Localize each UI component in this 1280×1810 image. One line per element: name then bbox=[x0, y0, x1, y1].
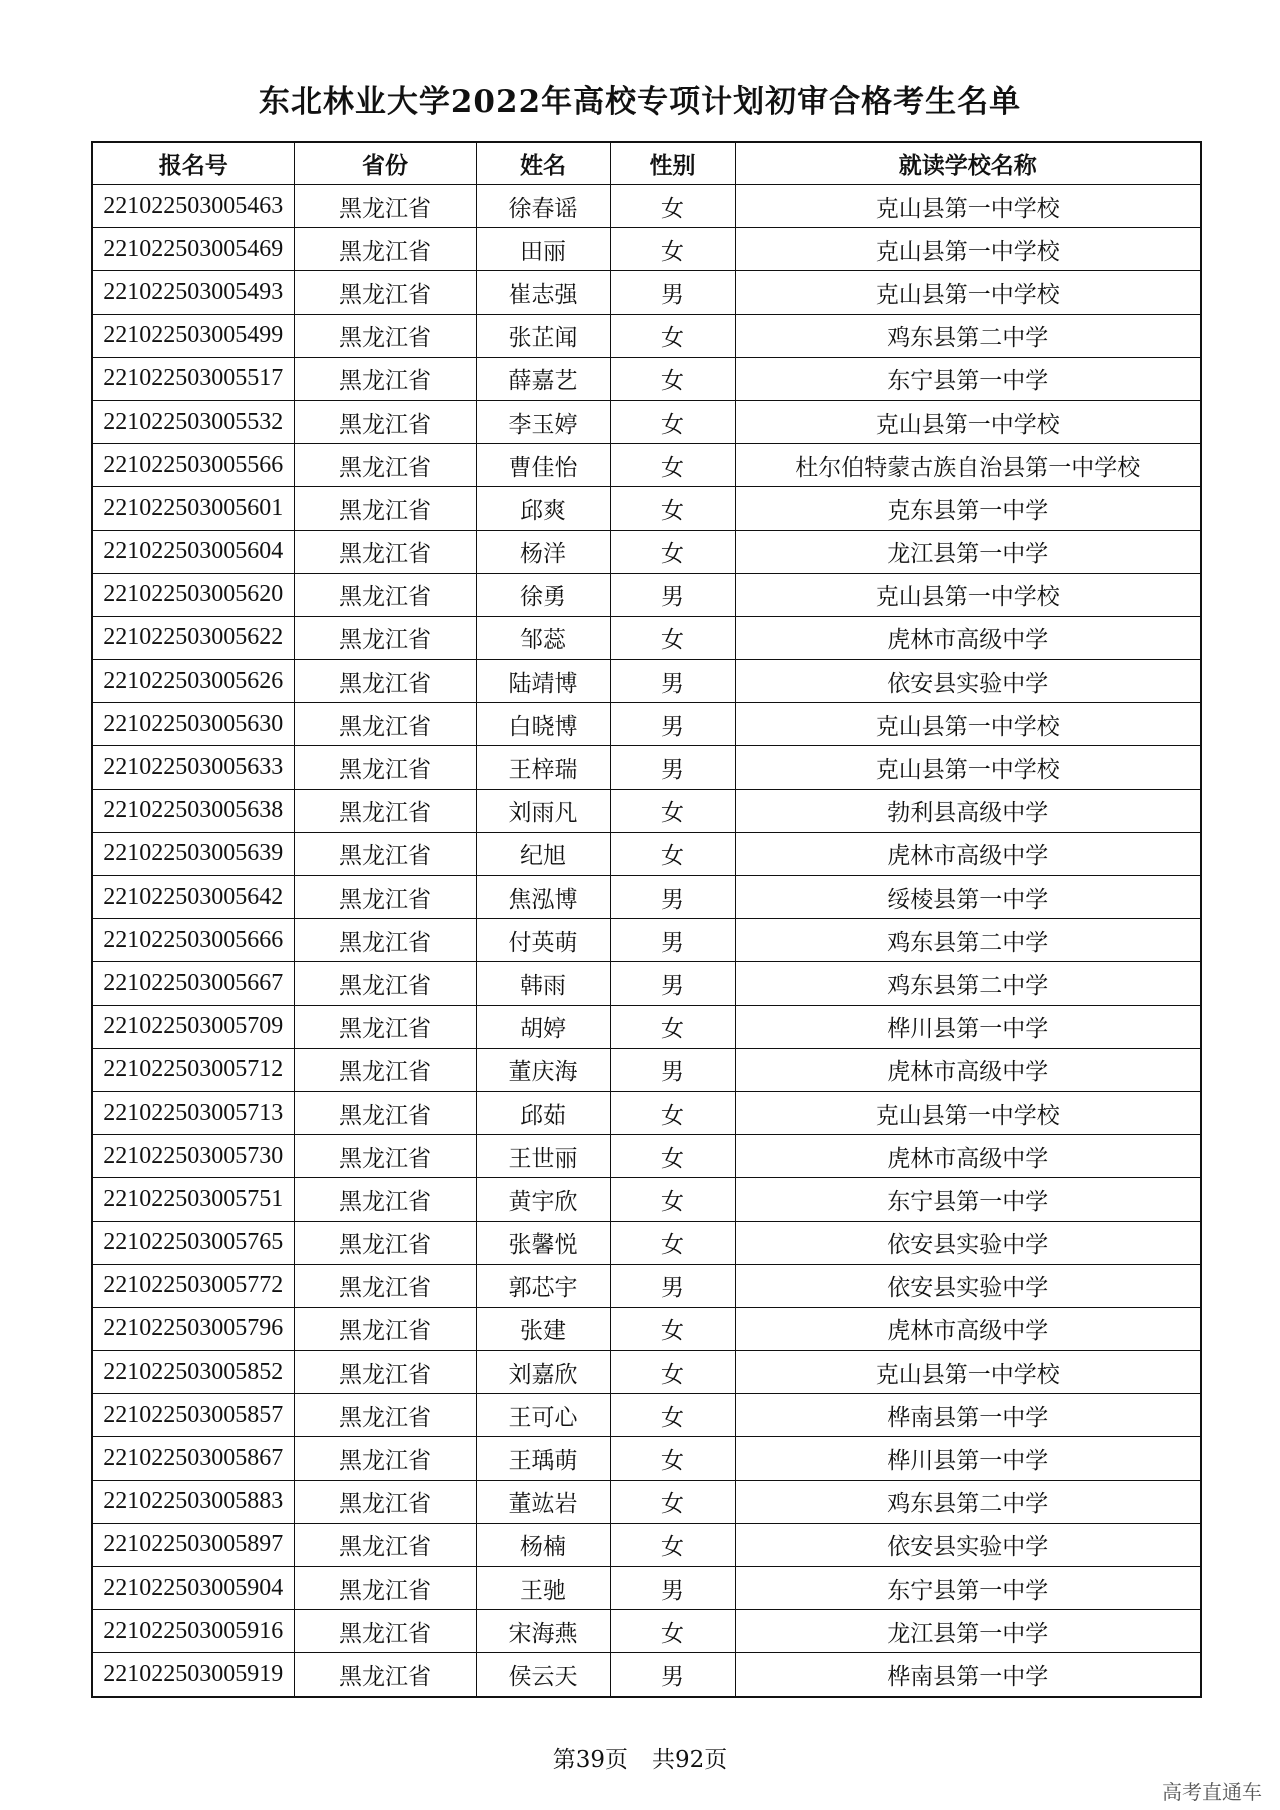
cell-province: 黑龙江省 bbox=[294, 357, 476, 400]
cell-gender: 女 bbox=[610, 789, 735, 832]
table-row bbox=[92, 1653, 1201, 1697]
cell-province: 黑龙江省 bbox=[294, 789, 476, 832]
cell-province: 黑龙江省 bbox=[294, 1437, 476, 1480]
cell-registration-number: 221022503005772 bbox=[92, 1264, 294, 1307]
cell-registration-number: 221022503005712 bbox=[92, 1048, 294, 1091]
cell-registration-number: 221022503005751 bbox=[92, 1178, 294, 1221]
cell-province: 黑龙江省 bbox=[294, 1653, 476, 1697]
cell-school: 克山县第一中学校 bbox=[735, 185, 1201, 228]
table-row bbox=[92, 832, 1201, 875]
cell-registration-number: 221022503005517 bbox=[92, 357, 294, 400]
table-row bbox=[92, 962, 1201, 1005]
cell-name: 宋海燕 bbox=[476, 1610, 610, 1653]
cell-school: 鸡东县第二中学 bbox=[735, 314, 1201, 357]
cell-school: 虎林市高级中学 bbox=[735, 1307, 1201, 1350]
cell-registration-number: 221022503005867 bbox=[92, 1437, 294, 1480]
cell-gender: 男 bbox=[610, 271, 735, 314]
cell-province: 黑龙江省 bbox=[294, 1307, 476, 1350]
table-row bbox=[92, 228, 1201, 271]
cell-school: 虎林市高级中学 bbox=[735, 616, 1201, 659]
cell-province: 黑龙江省 bbox=[294, 1048, 476, 1091]
cell-gender: 男 bbox=[610, 962, 735, 1005]
cell-registration-number: 221022503005639 bbox=[92, 832, 294, 875]
cell-name: 胡婷 bbox=[476, 1005, 610, 1048]
cell-gender: 女 bbox=[610, 1135, 735, 1178]
table-row bbox=[92, 185, 1201, 228]
cell-registration-number: 221022503005897 bbox=[92, 1523, 294, 1566]
table-row bbox=[92, 271, 1201, 314]
cell-school: 东宁县第一中学 bbox=[735, 1567, 1201, 1610]
cell-school: 虎林市高级中学 bbox=[735, 1135, 1201, 1178]
table-row bbox=[92, 1610, 1201, 1653]
table-body bbox=[92, 185, 1201, 1697]
cell-name: 王驰 bbox=[476, 1567, 610, 1610]
page-number: 第39页 bbox=[552, 1747, 628, 1773]
cell-school: 鸡东县第二中学 bbox=[735, 1480, 1201, 1523]
cell-registration-number: 221022503005638 bbox=[92, 789, 294, 832]
cell-name: 邱爽 bbox=[476, 487, 610, 530]
cell-registration-number: 221022503005633 bbox=[92, 746, 294, 789]
cell-name: 李玉婷 bbox=[476, 400, 610, 443]
cell-school: 依安县实验中学 bbox=[735, 1264, 1201, 1307]
header-gender: 性别 bbox=[610, 142, 735, 185]
cell-gender: 男 bbox=[610, 919, 735, 962]
cell-registration-number: 221022503005622 bbox=[92, 616, 294, 659]
cell-school: 克山县第一中学校 bbox=[735, 228, 1201, 271]
cell-registration-number: 221022503005883 bbox=[92, 1480, 294, 1523]
cell-school: 虎林市高级中学 bbox=[735, 1048, 1201, 1091]
header-province: 省份 bbox=[294, 142, 476, 185]
cell-name: 王梓瑞 bbox=[476, 746, 610, 789]
cell-gender: 男 bbox=[610, 660, 735, 703]
table-row bbox=[92, 1351, 1201, 1394]
cell-gender: 女 bbox=[610, 314, 735, 357]
cell-registration-number: 221022503005566 bbox=[92, 444, 294, 487]
table-row bbox=[92, 530, 1201, 573]
cell-school: 龙江县第一中学 bbox=[735, 530, 1201, 573]
cell-name: 韩雨 bbox=[476, 962, 610, 1005]
cell-school: 克山县第一中学校 bbox=[735, 271, 1201, 314]
cell-gender: 女 bbox=[610, 530, 735, 573]
cell-registration-number: 221022503005709 bbox=[92, 1005, 294, 1048]
cell-gender: 女 bbox=[610, 1610, 735, 1653]
cell-school: 鸡东县第二中学 bbox=[735, 919, 1201, 962]
cell-registration-number: 221022503005713 bbox=[92, 1091, 294, 1134]
cell-name: 张芷闻 bbox=[476, 314, 610, 357]
cell-school: 依安县实验中学 bbox=[735, 1523, 1201, 1566]
table-row bbox=[92, 1221, 1201, 1264]
watermark: 高考直通车 bbox=[1162, 1780, 1262, 1804]
table-row bbox=[92, 919, 1201, 962]
table-row bbox=[92, 660, 1201, 703]
cell-province: 黑龙江省 bbox=[294, 271, 476, 314]
table-row bbox=[92, 616, 1201, 659]
cell-gender: 男 bbox=[610, 1264, 735, 1307]
cell-school: 绥棱县第一中学 bbox=[735, 876, 1201, 919]
cell-gender: 女 bbox=[610, 185, 735, 228]
cell-gender: 女 bbox=[610, 616, 735, 659]
cell-gender: 女 bbox=[610, 832, 735, 875]
cell-province: 黑龙江省 bbox=[294, 1264, 476, 1307]
cell-registration-number: 221022503005620 bbox=[92, 573, 294, 616]
table-row bbox=[92, 1005, 1201, 1048]
cell-school: 杜尔伯特蒙古族自治县第一中学校 bbox=[735, 444, 1201, 487]
cell-province: 黑龙江省 bbox=[294, 616, 476, 659]
cell-name: 白晓博 bbox=[476, 703, 610, 746]
cell-registration-number: 221022503005499 bbox=[92, 314, 294, 357]
page-total: 共92页 bbox=[652, 1747, 728, 1773]
cell-gender: 女 bbox=[610, 1394, 735, 1437]
table-row bbox=[92, 1523, 1201, 1566]
cell-gender: 女 bbox=[610, 1091, 735, 1134]
table-row bbox=[92, 573, 1201, 616]
cell-gender: 女 bbox=[610, 1005, 735, 1048]
cell-name: 董竑岩 bbox=[476, 1480, 610, 1523]
cell-registration-number: 221022503005667 bbox=[92, 962, 294, 1005]
cell-gender: 男 bbox=[610, 1653, 735, 1697]
cell-name: 董庆海 bbox=[476, 1048, 610, 1091]
cell-province: 黑龙江省 bbox=[294, 314, 476, 357]
cell-province: 黑龙江省 bbox=[294, 530, 476, 573]
cell-registration-number: 221022503005904 bbox=[92, 1567, 294, 1610]
cell-name: 田丽 bbox=[476, 228, 610, 271]
table-row bbox=[92, 357, 1201, 400]
cell-registration-number: 221022503005532 bbox=[92, 400, 294, 443]
cell-gender: 男 bbox=[610, 1048, 735, 1091]
cell-province: 黑龙江省 bbox=[294, 1480, 476, 1523]
cell-school: 依安县实验中学 bbox=[735, 660, 1201, 703]
cell-school: 克山县第一中学校 bbox=[735, 573, 1201, 616]
cell-province: 黑龙江省 bbox=[294, 660, 476, 703]
cell-name: 邱茹 bbox=[476, 1091, 610, 1134]
cell-registration-number: 221022503005626 bbox=[92, 660, 294, 703]
table-header bbox=[92, 142, 1201, 185]
cell-name: 王瑀萌 bbox=[476, 1437, 610, 1480]
cell-registration-number: 221022503005630 bbox=[92, 703, 294, 746]
cell-name: 张馨悦 bbox=[476, 1221, 610, 1264]
cell-gender: 男 bbox=[610, 876, 735, 919]
page-footer bbox=[0, 1741, 1280, 1774]
cell-province: 黑龙江省 bbox=[294, 185, 476, 228]
cell-school: 依安县实验中学 bbox=[735, 1221, 1201, 1264]
table-row bbox=[92, 1048, 1201, 1091]
cell-gender: 男 bbox=[610, 703, 735, 746]
cell-province: 黑龙江省 bbox=[294, 1091, 476, 1134]
table-row bbox=[92, 1567, 1201, 1610]
cell-name: 陆靖博 bbox=[476, 660, 610, 703]
table-row bbox=[92, 1264, 1201, 1307]
table-row bbox=[92, 1394, 1201, 1437]
table-row bbox=[92, 1480, 1201, 1523]
cell-name: 付英萌 bbox=[476, 919, 610, 962]
cell-gender: 男 bbox=[610, 1567, 735, 1610]
cell-gender: 女 bbox=[610, 1480, 735, 1523]
header-name: 姓名 bbox=[476, 142, 610, 185]
header-row bbox=[92, 142, 1201, 185]
cell-province: 黑龙江省 bbox=[294, 919, 476, 962]
cell-name: 刘雨凡 bbox=[476, 789, 610, 832]
cell-registration-number: 221022503005857 bbox=[92, 1394, 294, 1437]
cell-school: 克山县第一中学校 bbox=[735, 746, 1201, 789]
cell-province: 黑龙江省 bbox=[294, 1221, 476, 1264]
cell-school: 虎林市高级中学 bbox=[735, 832, 1201, 875]
candidate-table bbox=[91, 141, 1202, 1698]
cell-gender: 女 bbox=[610, 1523, 735, 1566]
cell-school: 克山县第一中学校 bbox=[735, 1091, 1201, 1134]
cell-school: 桦川县第一中学 bbox=[735, 1005, 1201, 1048]
cell-registration-number: 221022503005852 bbox=[92, 1351, 294, 1394]
cell-name: 纪旭 bbox=[476, 832, 610, 875]
cell-registration-number: 221022503005493 bbox=[92, 271, 294, 314]
cell-registration-number: 221022503005916 bbox=[92, 1610, 294, 1653]
cell-name: 侯云天 bbox=[476, 1653, 610, 1697]
cell-name: 杨洋 bbox=[476, 530, 610, 573]
table-row bbox=[92, 746, 1201, 789]
cell-registration-number: 221022503005469 bbox=[92, 228, 294, 271]
cell-registration-number: 221022503005642 bbox=[92, 876, 294, 919]
cell-province: 黑龙江省 bbox=[294, 1394, 476, 1437]
table-row bbox=[92, 314, 1201, 357]
header-school: 就读学校名称 bbox=[735, 142, 1201, 185]
table-row bbox=[92, 1307, 1201, 1350]
cell-province: 黑龙江省 bbox=[294, 1178, 476, 1221]
cell-gender: 女 bbox=[610, 228, 735, 271]
cell-name: 焦泓博 bbox=[476, 876, 610, 919]
cell-gender: 女 bbox=[610, 357, 735, 400]
table-row bbox=[92, 703, 1201, 746]
table-row bbox=[92, 1135, 1201, 1178]
cell-name: 崔志强 bbox=[476, 271, 610, 314]
cell-name: 邹蕊 bbox=[476, 616, 610, 659]
cell-registration-number: 221022503005601 bbox=[92, 487, 294, 530]
cell-school: 东宁县第一中学 bbox=[735, 1178, 1201, 1221]
cell-registration-number: 221022503005604 bbox=[92, 530, 294, 573]
cell-name: 薛嘉艺 bbox=[476, 357, 610, 400]
cell-name: 曹佳怡 bbox=[476, 444, 610, 487]
cell-gender: 女 bbox=[610, 487, 735, 530]
cell-school: 克山县第一中学校 bbox=[735, 400, 1201, 443]
cell-province: 黑龙江省 bbox=[294, 1610, 476, 1653]
table-row bbox=[92, 487, 1201, 530]
cell-school: 克山县第一中学校 bbox=[735, 1351, 1201, 1394]
cell-gender: 女 bbox=[610, 1307, 735, 1350]
cell-gender: 男 bbox=[610, 573, 735, 616]
cell-province: 黑龙江省 bbox=[294, 573, 476, 616]
header-registration-number: 报名号 bbox=[92, 142, 294, 185]
cell-name: 徐春谣 bbox=[476, 185, 610, 228]
cell-name: 黄宇欣 bbox=[476, 1178, 610, 1221]
cell-registration-number: 221022503005796 bbox=[92, 1307, 294, 1350]
cell-gender: 女 bbox=[610, 1351, 735, 1394]
cell-province: 黑龙江省 bbox=[294, 487, 476, 530]
cell-province: 黑龙江省 bbox=[294, 1005, 476, 1048]
cell-province: 黑龙江省 bbox=[294, 400, 476, 443]
cell-province: 黑龙江省 bbox=[294, 1135, 476, 1178]
cell-gender: 女 bbox=[610, 1221, 735, 1264]
cell-province: 黑龙江省 bbox=[294, 962, 476, 1005]
cell-gender: 女 bbox=[610, 1178, 735, 1221]
document-title: 东北林业大学2022年高校专项计划初审合格考生名单 bbox=[258, 84, 1022, 120]
cell-name: 张建 bbox=[476, 1307, 610, 1350]
cell-gender: 女 bbox=[610, 444, 735, 487]
cell-school: 鸡东县第二中学 bbox=[735, 962, 1201, 1005]
cell-registration-number: 221022503005730 bbox=[92, 1135, 294, 1178]
table-row bbox=[92, 1178, 1201, 1221]
cell-province: 黑龙江省 bbox=[294, 703, 476, 746]
cell-school: 桦川县第一中学 bbox=[735, 1437, 1201, 1480]
cell-registration-number: 221022503005666 bbox=[92, 919, 294, 962]
cell-school: 东宁县第一中学 bbox=[735, 357, 1201, 400]
cell-name: 徐勇 bbox=[476, 573, 610, 616]
cell-school: 龙江县第一中学 bbox=[735, 1610, 1201, 1653]
table-row bbox=[92, 1437, 1201, 1480]
cell-province: 黑龙江省 bbox=[294, 746, 476, 789]
cell-province: 黑龙江省 bbox=[294, 1351, 476, 1394]
cell-school: 桦南县第一中学 bbox=[735, 1394, 1201, 1437]
cell-gender: 女 bbox=[610, 1437, 735, 1480]
table-row bbox=[92, 1091, 1201, 1134]
table-row bbox=[92, 400, 1201, 443]
cell-registration-number: 221022503005463 bbox=[92, 185, 294, 228]
cell-province: 黑龙江省 bbox=[294, 228, 476, 271]
cell-registration-number: 221022503005765 bbox=[92, 1221, 294, 1264]
cell-gender: 男 bbox=[610, 746, 735, 789]
cell-province: 黑龙江省 bbox=[294, 832, 476, 875]
cell-school: 克东县第一中学 bbox=[735, 487, 1201, 530]
cell-name: 王世丽 bbox=[476, 1135, 610, 1178]
cell-province: 黑龙江省 bbox=[294, 444, 476, 487]
cell-province: 黑龙江省 bbox=[294, 1523, 476, 1566]
cell-name: 郭芯宇 bbox=[476, 1264, 610, 1307]
cell-name: 王可心 bbox=[476, 1394, 610, 1437]
cell-province: 黑龙江省 bbox=[294, 876, 476, 919]
cell-school: 桦南县第一中学 bbox=[735, 1653, 1201, 1697]
table-row bbox=[92, 876, 1201, 919]
cell-school: 克山县第一中学校 bbox=[735, 703, 1201, 746]
table-row bbox=[92, 444, 1201, 487]
cell-name: 刘嘉欣 bbox=[476, 1351, 610, 1394]
cell-name: 杨楠 bbox=[476, 1523, 610, 1566]
table-row bbox=[92, 789, 1201, 832]
cell-school: 勃利县高级中学 bbox=[735, 789, 1201, 832]
cell-gender: 女 bbox=[610, 400, 735, 443]
cell-registration-number: 221022503005919 bbox=[92, 1653, 294, 1697]
cell-province: 黑龙江省 bbox=[294, 1567, 476, 1610]
